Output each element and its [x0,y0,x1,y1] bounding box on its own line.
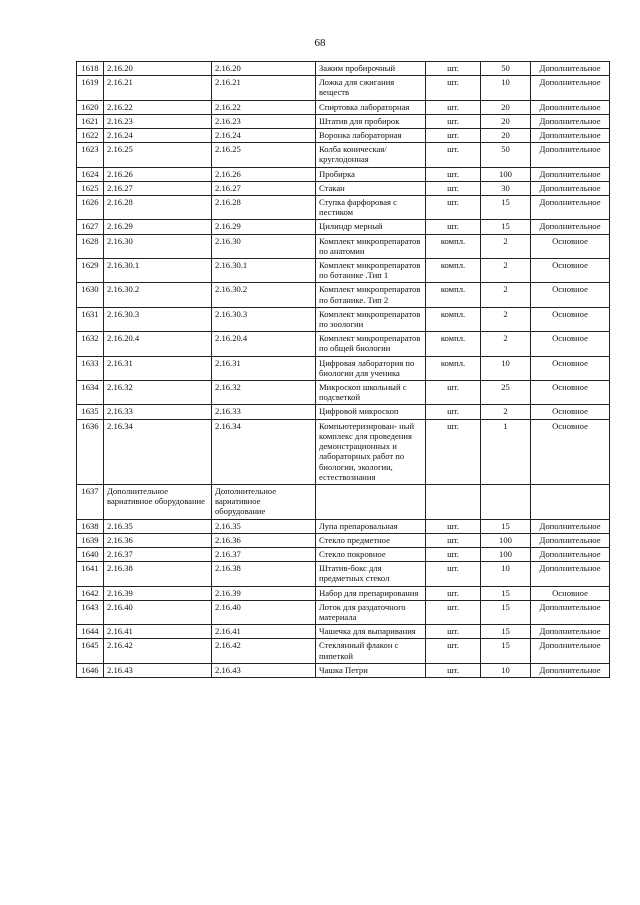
code-primary-cell: 2.16.21 [104,76,212,100]
code-primary-cell: 2.16.41 [104,625,212,639]
row-number-cell: 1641 [77,562,104,586]
quantity-cell: 100 [481,167,531,181]
item-name-cell: Стеклянный флакон с пипеткой [316,639,426,663]
code-primary-cell: 2.16.37 [104,547,212,561]
quantity-cell: 2 [481,283,531,307]
quantity-cell: 10 [481,562,531,586]
quantity-cell: 15 [481,519,531,533]
unit-cell: компл. [426,234,481,258]
code-primary-cell: 2.16.30 [104,234,212,258]
item-name-cell: Цилиндр мерный [316,220,426,234]
equipment-type-cell: Дополнительное [531,167,610,181]
row-number-cell: 1646 [77,663,104,677]
equipment-type-cell: Дополнительное [531,220,610,234]
item-name-cell: Штатив-бокс для предметных стекол [316,562,426,586]
quantity-cell: 10 [481,76,531,100]
code-secondary-cell: 2.16.40 [212,600,316,624]
equipment-type-cell: Дополнительное [531,114,610,128]
equipment-type-cell: Дополнительное [531,196,610,220]
table-row [77,663,610,677]
equipment-type-cell: Дополнительное [531,129,610,143]
code-secondary-cell: 2.16.43 [212,663,316,677]
item-name-cell: Зажим пробирочный [316,62,426,76]
row-number-cell: 1620 [77,100,104,114]
item-name-cell [316,484,426,519]
item-name-cell: Компьютеризирован- ный комплекс для проведения демонстрационных и лабораторных работ по биологии, экологии, естествознания [316,419,426,484]
quantity-cell: 15 [481,639,531,663]
item-name-cell: Колба коническая/ круглодонная [316,143,426,167]
code-secondary-cell: 2.16.23 [212,114,316,128]
table-row [77,586,610,600]
item-name-cell: Лупа препаровальная [316,519,426,533]
row-number-cell: 1622 [77,129,104,143]
table-row [77,381,610,405]
code-primary-cell: 2.16.20 [104,62,212,76]
unit-cell: шт. [426,600,481,624]
code-secondary-cell: 2.16.30.1 [212,259,316,283]
equipment-type-cell: Дополнительное [531,181,610,195]
item-name-cell: Стекло предметное [316,533,426,547]
row-number-cell: 1618 [77,62,104,76]
quantity-cell: 10 [481,663,531,677]
quantity-cell: 50 [481,143,531,167]
page-number: 68 [314,37,326,49]
quantity-cell: 2 [481,405,531,419]
row-number-cell: 1644 [77,625,104,639]
code-secondary-cell: 2.16.31 [212,356,316,380]
table-row [77,332,610,356]
table-row [77,62,610,76]
item-name-cell: Чашечка для выпаривания [316,625,426,639]
code-primary-cell: 2.16.26 [104,167,212,181]
equipment-type-cell: Дополнительное [531,625,610,639]
unit-cell: шт. [426,114,481,128]
quantity-cell: 2 [481,332,531,356]
code-primary-cell: 2.16.30.3 [104,307,212,331]
item-name-cell: Ступка фарфоровая с пестиком [316,196,426,220]
table-row [77,234,610,258]
table-row [77,100,610,114]
item-name-cell: Цифровой микроскоп [316,405,426,419]
row-number-cell: 1625 [77,181,104,195]
quantity-cell: 15 [481,196,531,220]
table-row [77,600,610,624]
equipment-type-cell: Дополнительное [531,519,610,533]
unit-cell: шт. [426,419,481,484]
code-secondary-cell: 2.16.21 [212,76,316,100]
equipment-type-cell: Основное [531,234,610,258]
table-row [77,114,610,128]
equipment-type-cell: Основное [531,405,610,419]
code-primary-cell: 2.16.39 [104,586,212,600]
unit-cell: шт. [426,76,481,100]
code-secondary-cell: 2.16.29 [212,220,316,234]
code-secondary-cell: 2.16.35 [212,519,316,533]
code-primary-cell: 2.16.31 [104,356,212,380]
quantity-cell: 30 [481,181,531,195]
equipment-type-cell: Дополнительное [531,533,610,547]
row-number-cell: 1623 [77,143,104,167]
table-row [77,181,610,195]
quantity-cell: 1 [481,419,531,484]
code-primary-cell: 2.16.23 [104,114,212,128]
item-name-cell: Набор для препарирования [316,586,426,600]
row-number-cell: 1619 [77,76,104,100]
table-row [77,484,610,519]
equipment-type-cell: Основное [531,381,610,405]
unit-cell: шт. [426,586,481,600]
quantity-cell: 20 [481,100,531,114]
equipment-type-cell: Основное [531,586,610,600]
unit-cell: компл. [426,259,481,283]
table-row [77,533,610,547]
code-secondary-cell: Дополнительное вариативное оборудование [212,484,316,519]
quantity-cell: 2 [481,259,531,283]
quantity-cell: 50 [481,62,531,76]
table-body [77,62,610,678]
unit-cell: компл. [426,332,481,356]
unit-cell: шт. [426,167,481,181]
code-secondary-cell: 2.16.41 [212,625,316,639]
code-secondary-cell: 2.16.20.4 [212,332,316,356]
item-name-cell: Комплект микропрепаратов по ботанике. Тип 2 [316,283,426,307]
unit-cell: шт. [426,519,481,533]
equipment-type-cell [531,484,610,519]
code-primary-cell: 2.16.25 [104,143,212,167]
code-primary-cell: 2.16.22 [104,100,212,114]
row-number-cell: 1645 [77,639,104,663]
item-name-cell: Ложка для сжигания веществ [316,76,426,100]
row-number-cell: 1643 [77,600,104,624]
equipment-type-cell: Дополнительное [531,663,610,677]
quantity-cell: 2 [481,234,531,258]
equipment-type-cell: Дополнительное [531,547,610,561]
item-name-cell: Комплект микропрепаратов по анатомии [316,234,426,258]
quantity-cell: 10 [481,356,531,380]
row-number-cell: 1634 [77,381,104,405]
unit-cell: шт. [426,62,481,76]
code-primary-cell: 2.16.38 [104,562,212,586]
unit-cell: шт. [426,381,481,405]
code-primary-cell: 2.16.30.2 [104,283,212,307]
table-row [77,356,610,380]
code-secondary-cell: 2.16.34 [212,419,316,484]
item-name-cell: Чашка Петри [316,663,426,677]
code-secondary-cell: 2.16.38 [212,562,316,586]
row-number-cell: 1629 [77,259,104,283]
quantity-cell: 100 [481,533,531,547]
unit-cell: шт. [426,639,481,663]
table-row [77,519,610,533]
unit-cell: шт. [426,220,481,234]
unit-cell: шт. [426,663,481,677]
table-row [77,547,610,561]
table-row [77,167,610,181]
code-primary-cell: 2.16.34 [104,419,212,484]
quantity-cell: 25 [481,381,531,405]
code-primary-cell: 2.16.42 [104,639,212,663]
quantity-cell: 15 [481,625,531,639]
quantity-cell: 20 [481,129,531,143]
code-primary-cell: 2.16.33 [104,405,212,419]
equipment-type-cell: Дополнительное [531,143,610,167]
unit-cell [426,484,481,519]
code-secondary-cell: 2.16.25 [212,143,316,167]
code-primary-cell: 2.16.32 [104,381,212,405]
row-number-cell: 1630 [77,283,104,307]
item-name-cell: Комплект микропрепаратов по ботанике .Тип 1 [316,259,426,283]
unit-cell: шт. [426,405,481,419]
equipment-type-cell: Основное [531,307,610,331]
code-secondary-cell: 2.16.36 [212,533,316,547]
unit-cell: компл. [426,283,481,307]
table-row [77,419,610,484]
equipment-type-cell: Основное [531,259,610,283]
row-number-cell: 1636 [77,419,104,484]
table-row [77,639,610,663]
row-number-cell: 1628 [77,234,104,258]
item-name-cell: Стекло покровное [316,547,426,561]
quantity-cell: 15 [481,220,531,234]
equipment-type-cell: Дополнительное [531,62,610,76]
item-name-cell: Цифровая лаборатория по биологии для ученика [316,356,426,380]
quantity-cell: 100 [481,547,531,561]
unit-cell: шт. [426,547,481,561]
row-number-cell: 1626 [77,196,104,220]
code-primary-cell: 2.16.30.1 [104,259,212,283]
item-name-cell: Комплект микропрепаратов по общей биологии [316,332,426,356]
code-primary-cell: 2.16.29 [104,220,212,234]
table-row [77,129,610,143]
row-number-cell: 1633 [77,356,104,380]
row-number-cell: 1642 [77,586,104,600]
code-secondary-cell: 2.16.28 [212,196,316,220]
equipment-type-cell: Основное [531,332,610,356]
code-secondary-cell: 2.16.26 [212,167,316,181]
table-row [77,283,610,307]
unit-cell: шт. [426,100,481,114]
equipment-type-cell: Дополнительное [531,76,610,100]
code-secondary-cell: 2.16.22 [212,100,316,114]
table-row [77,625,610,639]
equipment-type-cell: Дополнительное [531,639,610,663]
row-number-cell: 1640 [77,547,104,561]
code-primary-cell: 2.16.28 [104,196,212,220]
code-primary-cell: 2.16.43 [104,663,212,677]
unit-cell: шт. [426,196,481,220]
unit-cell: шт. [426,129,481,143]
row-number-cell: 1621 [77,114,104,128]
table-row [77,76,610,100]
code-primary-cell: 2.16.40 [104,600,212,624]
unit-cell: компл. [426,307,481,331]
quantity-cell: 20 [481,114,531,128]
unit-cell: шт. [426,143,481,167]
item-name-cell: Спиртовка лабораторная [316,100,426,114]
equipment-type-cell: Дополнительное [531,100,610,114]
code-secondary-cell: 2.16.32 [212,381,316,405]
code-secondary-cell: 2.16.30.2 [212,283,316,307]
row-number-cell: 1631 [77,307,104,331]
item-name-cell: Пробирка [316,167,426,181]
item-name-cell: Стакан [316,181,426,195]
item-name-cell: Штатив для пробирок [316,114,426,128]
unit-cell: шт. [426,181,481,195]
equipment-type-cell: Основное [531,419,610,484]
code-secondary-cell: 2.16.30.3 [212,307,316,331]
row-number-cell: 1638 [77,519,104,533]
unit-cell: шт. [426,562,481,586]
row-number-cell: 1632 [77,332,104,356]
row-number-cell: 1635 [77,405,104,419]
table-row [77,220,610,234]
table-row [77,562,610,586]
unit-cell: шт. [426,533,481,547]
item-name-cell: Микроскоп школьный с подсветкой [316,381,426,405]
row-number-cell: 1639 [77,533,104,547]
item-name-cell: Комплект микропрепаратов по зоологии [316,307,426,331]
item-name-cell: Лоток для раздаточного материала [316,600,426,624]
code-secondary-cell: 2.16.39 [212,586,316,600]
code-secondary-cell: 2.16.30 [212,234,316,258]
code-primary-cell: 2.16.35 [104,519,212,533]
quantity-cell: 15 [481,600,531,624]
item-name-cell: Воронка лабораторная [316,129,426,143]
table-row [77,259,610,283]
unit-cell: компл. [426,356,481,380]
table-row [77,405,610,419]
code-secondary-cell: 2.16.37 [212,547,316,561]
code-primary-cell: 2.16.27 [104,181,212,195]
table-row [77,143,610,167]
equipment-type-cell: Основное [531,356,610,380]
code-secondary-cell: 2.16.20 [212,62,316,76]
code-secondary-cell: 2.16.42 [212,639,316,663]
code-secondary-cell: 2.16.33 [212,405,316,419]
row-number-cell: 1637 [77,484,104,519]
quantity-cell: 2 [481,307,531,331]
table-row [77,307,610,331]
code-secondary-cell: 2.16.24 [212,129,316,143]
quantity-cell: 15 [481,586,531,600]
equipment-type-cell: Основное [531,283,610,307]
equipment-table [76,61,610,678]
quantity-cell [481,484,531,519]
equipment-type-cell: Дополнительное [531,562,610,586]
code-primary-cell: 2.16.36 [104,533,212,547]
code-primary-cell: 2.16.24 [104,129,212,143]
code-primary-cell: Дополнительное вариативное оборудование [104,484,212,519]
table-row [77,196,610,220]
row-number-cell: 1624 [77,167,104,181]
row-number-cell: 1627 [77,220,104,234]
code-secondary-cell: 2.16.27 [212,181,316,195]
code-primary-cell: 2.16.20.4 [104,332,212,356]
unit-cell: шт. [426,625,481,639]
equipment-type-cell: Дополнительное [531,600,610,624]
